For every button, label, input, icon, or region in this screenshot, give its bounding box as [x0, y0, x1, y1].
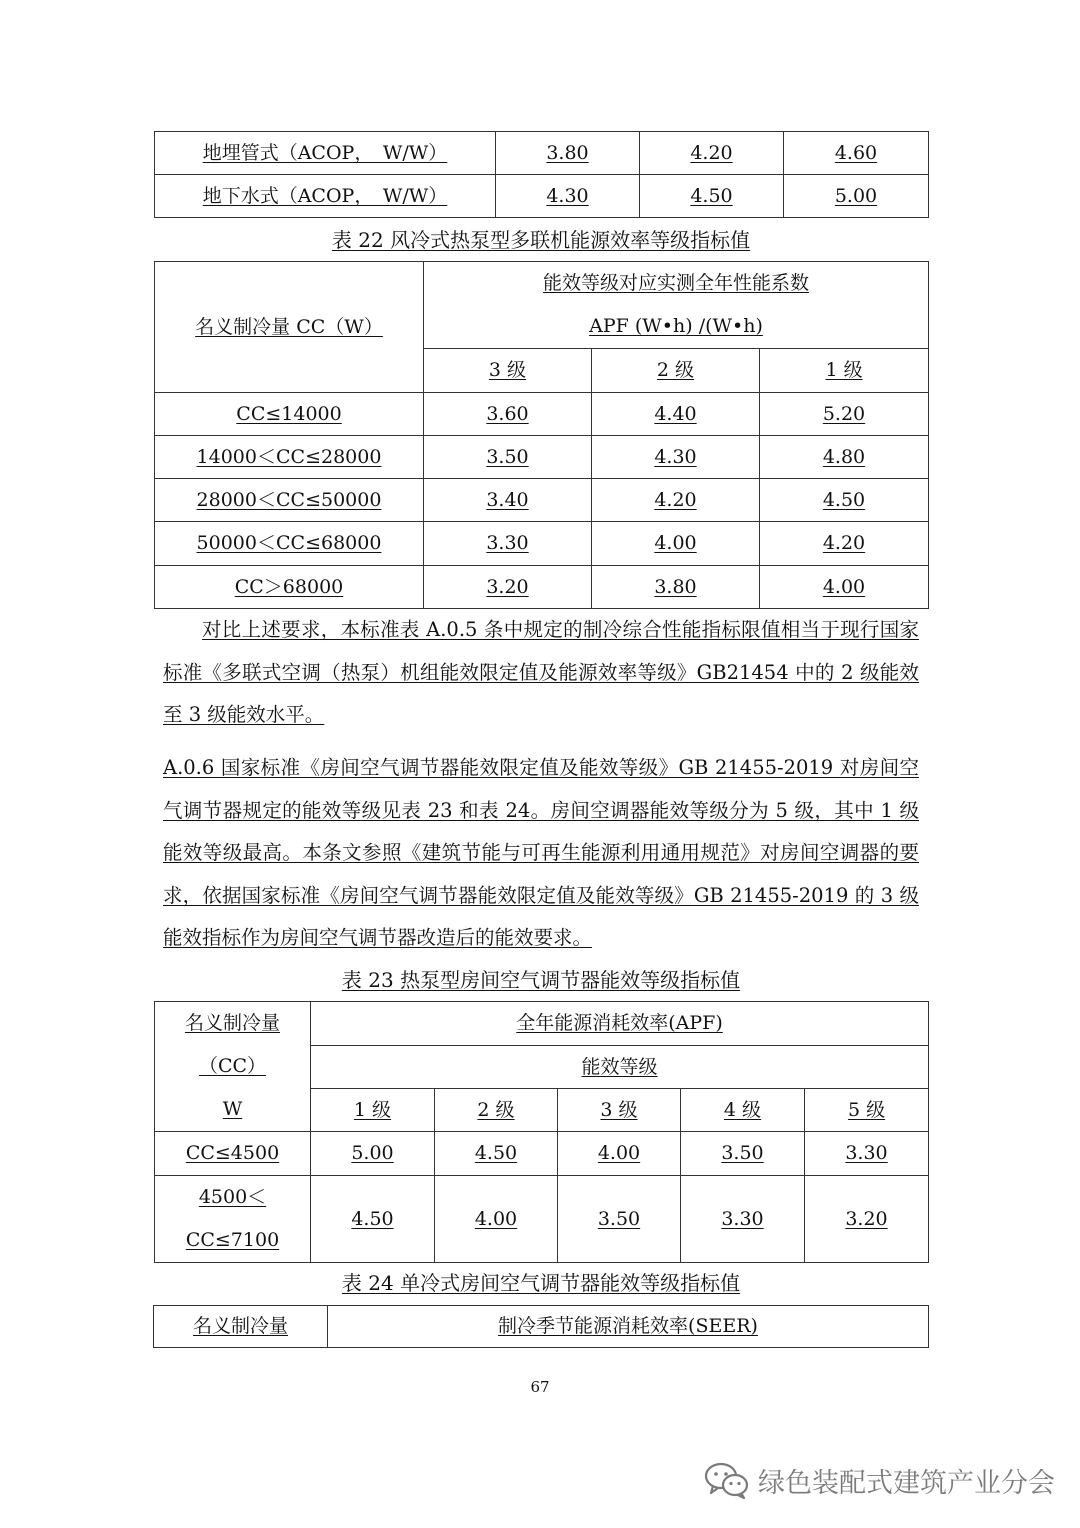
- row-label: 地下水式（ACOP， W/W）: [155, 175, 496, 218]
- table22: [154, 261, 929, 609]
- apf-group-header: 全年能源消耗效率(APF): [311, 1002, 929, 1046]
- cell-value: 3.30: [681, 1176, 805, 1263]
- cell-value: 3.80: [592, 566, 760, 609]
- table23: [154, 1001, 929, 1263]
- cell-value: 4.20: [760, 522, 929, 566]
- paragraph-comparison: 对比上述要求，本标准表 A.0.5 条中规定的制冷综合性能指标限值相当于现行国家标准《多联式空调（热泵）机组能效限定值及能源效率等级》GB21454 中的 2 级能效至 3 级能效水平。: [163, 618, 919, 726]
- wechat-icon: [704, 1460, 750, 1500]
- table-row: [155, 522, 929, 566]
- table-row: [155, 436, 929, 479]
- table24: [153, 1305, 929, 1348]
- table-row: [155, 175, 929, 218]
- row-label: CC＞68000: [155, 566, 424, 609]
- row-label: 14000＜CC≤28000: [155, 436, 424, 479]
- grade-header: 4 级: [681, 1089, 805, 1132]
- row-label: 地埋管式（ACOP， W/W）: [155, 132, 496, 175]
- cell-value: 3.40: [424, 479, 592, 522]
- grade-header: 3 级: [424, 349, 592, 393]
- cell-value: 4.30: [496, 175, 640, 218]
- capacity-header: 名义制冷量 CC（W）: [155, 262, 424, 393]
- apf-group-header: 能效等级对应实测全年性能系数 APF (W•h) /(W•h): [424, 262, 929, 349]
- capacity-header: 名义制冷量 （CC） W: [155, 1002, 311, 1132]
- row-label: 50000＜CC≤68000: [155, 522, 424, 566]
- table-row: [155, 393, 929, 436]
- cell-value: 4.60: [784, 132, 929, 175]
- cell-value: 4.40: [592, 393, 760, 436]
- grade-header: 1 级: [760, 349, 929, 393]
- cell-value: 4.00: [558, 1132, 681, 1176]
- table24-caption: 表 24 单冷式房间空气调节器能效等级指标值: [341, 1271, 741, 1295]
- grade-header: 3 级: [558, 1089, 681, 1132]
- table-row: [155, 479, 929, 522]
- cell-value: 3.80: [496, 132, 640, 175]
- cell-value: 3.50: [424, 436, 592, 479]
- row-label: 4500＜ CC≤7100: [155, 1176, 311, 1263]
- table23-caption: 表 23 热泵型房间空气调节器能效等级指标值: [341, 968, 741, 992]
- grade-group-header: 能效等级: [311, 1046, 929, 1089]
- capacity-header: 名义制冷量: [154, 1306, 328, 1348]
- row-label: 28000＜CC≤50000: [155, 479, 424, 522]
- grade-header: 2 级: [435, 1089, 558, 1132]
- cell-value: 3.50: [681, 1132, 805, 1176]
- seer-group-header: 制冷季节能源消耗效率(SEER): [328, 1306, 929, 1348]
- cell-value: 3.50: [558, 1176, 681, 1263]
- cell-value: 4.50: [640, 175, 784, 218]
- cell-value: 5.20: [760, 393, 929, 436]
- cell-value: 4.00: [592, 522, 760, 566]
- cell-value: 5.00: [311, 1132, 435, 1176]
- cell-value: 3.60: [424, 393, 592, 436]
- page-number: 67: [530, 1378, 550, 1396]
- watermark-text: 绿色装配式建筑产业分会: [758, 1467, 1055, 1499]
- cell-value: 3.30: [424, 522, 592, 566]
- table-row: [155, 566, 929, 609]
- table-row: [155, 132, 929, 175]
- cell-value: 4.00: [760, 566, 929, 609]
- cell-value: 4.50: [311, 1176, 435, 1263]
- cell-value: 4.20: [640, 132, 784, 175]
- cell-value: 4.20: [592, 479, 760, 522]
- cell-value: 3.20: [805, 1176, 929, 1263]
- row-label: CC≤4500: [155, 1132, 311, 1176]
- cell-value: 4.50: [435, 1132, 558, 1176]
- grade-header: 1 级: [311, 1089, 435, 1132]
- cell-value: 4.00: [435, 1176, 558, 1263]
- table-top: [154, 131, 929, 218]
- grade-header: 5 级: [805, 1089, 929, 1132]
- row-label: CC≤14000: [155, 393, 424, 436]
- cell-value: 3.20: [424, 566, 592, 609]
- table-row: [155, 1176, 929, 1263]
- paragraph-a06: A.0.6 国家标准《房间空气调节器能效限定值及能效等级》GB 21455-2019 对房间空气调节器规定的能效等级见表 23 和表 24。房间空调器能效等级分为 5 级，其中 1 级能效等级最高。本条文参照《建筑节能与可再生能源利用通用规范》对房间空调器的要求，依据国家标准《房间空气调节器能效限定值及能效等级》GB 21455-2019 的 3 级能效指标作为房间空气调节器改造后的能效要求。: [163, 756, 919, 949]
- grade-header: 2 级: [592, 349, 760, 393]
- cell-value: 4.80: [760, 436, 929, 479]
- table22-caption: 表 22 风冷式热泵型多联机能源效率等级指标值: [331, 228, 751, 252]
- cell-value: 5.00: [784, 175, 929, 218]
- cell-value: 4.30: [592, 436, 760, 479]
- cell-value: 4.50: [760, 479, 929, 522]
- cell-value: 3.30: [805, 1132, 929, 1176]
- watermark: [704, 1460, 1055, 1500]
- table-row: [155, 1132, 929, 1176]
